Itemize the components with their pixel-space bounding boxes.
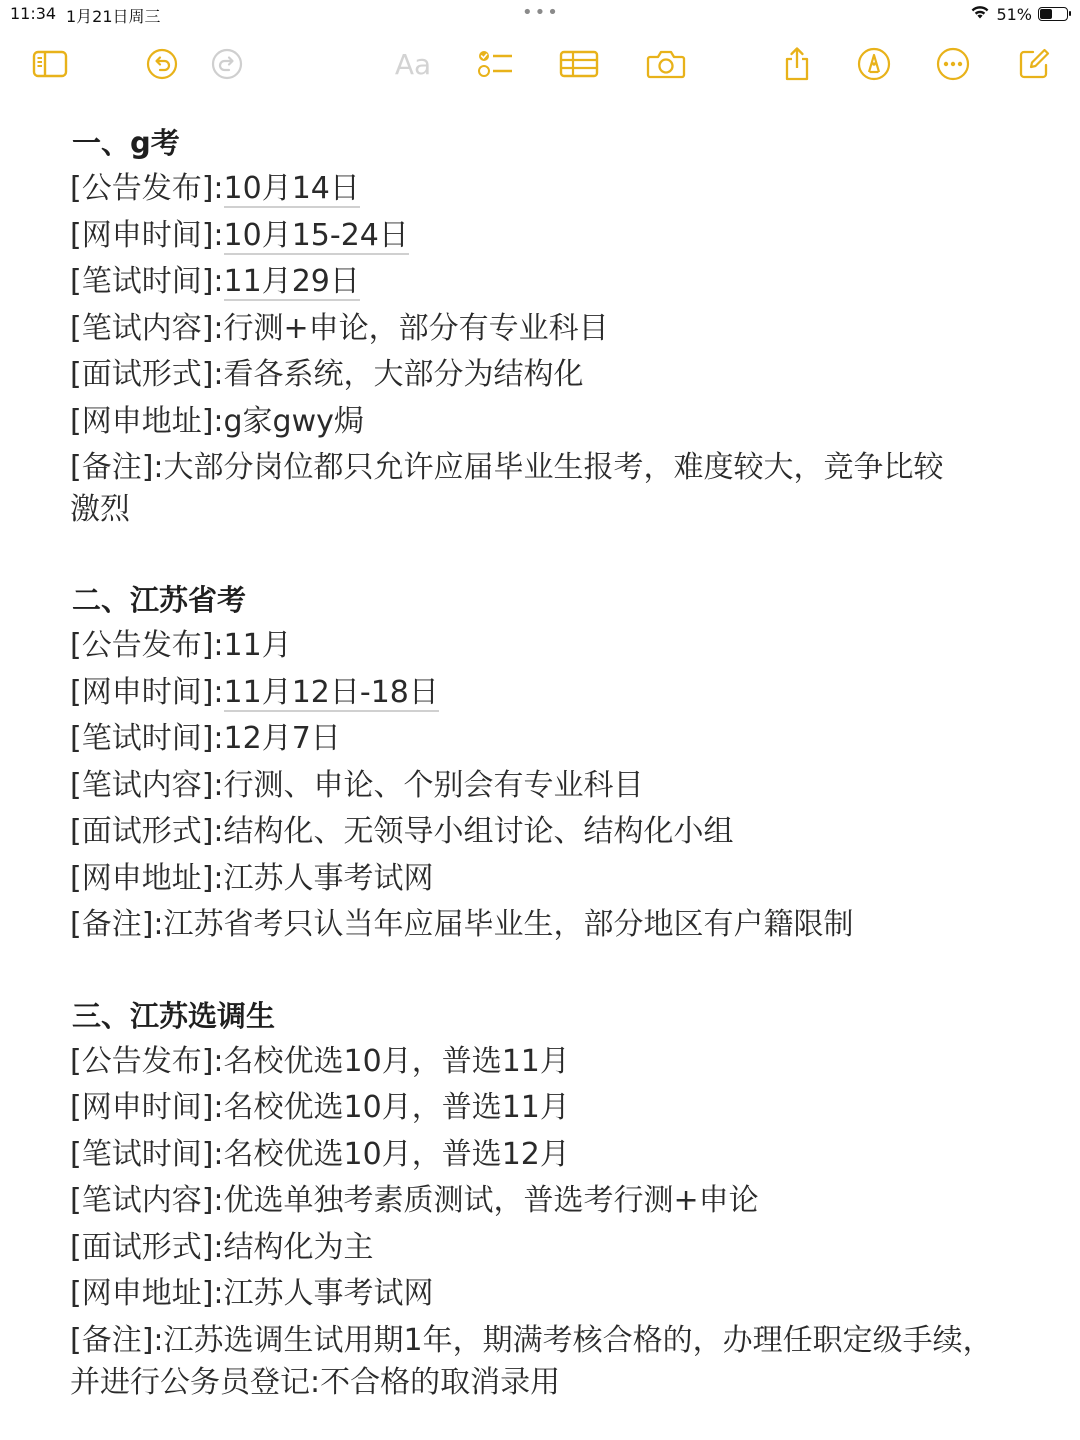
note-line <box>70 399 1010 446</box>
line-key: [面试形式]: <box>70 357 224 392</box>
status-time: 11:34 <box>10 4 57 23</box>
line-value: 结构化、无领导小组讨论、结构化小组 <box>223 814 734 849</box>
line-value: 江苏人事考试网 <box>223 860 434 896</box>
note-line <box>70 1085 1010 1132</box>
redo-icon <box>211 48 243 80</box>
note-line <box>70 352 1010 399</box>
undo-icon <box>146 48 178 80</box>
table-icon <box>559 49 599 79</box>
compose-icon <box>1017 47 1051 81</box>
line-value: 看各系统，大部分为结构化 <box>223 357 584 392</box>
undo-button[interactable] <box>138 40 186 88</box>
date-link[interactable]: 10月15-24日 <box>223 217 409 253</box>
line-value: 11月 <box>223 628 292 663</box>
note-line <box>70 670 1010 717</box>
section-jiangsu-provincial-exam <box>70 577 1010 949</box>
line-key: [网申地址]: <box>70 403 224 439</box>
line-key: [公告发布]: <box>70 171 224 206</box>
line-value: 江苏选调生试用期1年，期满考核合格的，办理任职定级手续，并进行公务员登记:不合格的取消录用 <box>70 1322 993 1400</box>
line-value: 名校优选10月，普选12月 <box>223 1136 570 1172</box>
date-link[interactable]: 11月29日 <box>223 264 360 299</box>
note-line <box>70 1225 1010 1272</box>
table-button[interactable] <box>555 40 603 88</box>
wifi-icon <box>970 4 990 24</box>
line-value: 名校优选10月，普选11月 <box>223 1090 570 1125</box>
compose-button[interactable] <box>1010 40 1058 88</box>
note-body[interactable] <box>70 120 1010 1406</box>
line-key: [笔试时间]: <box>70 264 224 299</box>
line-value: 行测、申论、个别会有专业科目 <box>223 767 644 803</box>
date-link[interactable]: 10月14日 <box>223 171 360 206</box>
checklist-icon <box>477 48 515 80</box>
status-bar <box>0 0 1080 28</box>
line-key: [备注]: <box>70 450 164 485</box>
note-line <box>70 716 1010 763</box>
line-key: [笔试内容]: <box>70 310 224 346</box>
camera-icon <box>646 48 686 80</box>
date-link[interactable]: 11月12日-18日 <box>223 674 439 710</box>
markup-icon <box>857 47 891 81</box>
line-key: [网申地址]: <box>70 860 224 896</box>
note-line <box>70 445 950 533</box>
line-key: [面试形式]: <box>70 1229 224 1265</box>
line-key: [笔试内容]: <box>70 1183 224 1218</box>
section-jiangsu-selected-graduates <box>70 993 1010 1406</box>
markup-button[interactable] <box>850 40 898 88</box>
sidebar-icon <box>32 49 68 79</box>
line-key: [备注]: <box>70 907 164 942</box>
checklist-button[interactable] <box>472 40 520 88</box>
battery-icon <box>1038 7 1068 21</box>
line-value: 12月7日 <box>223 721 341 756</box>
note-line <box>70 1039 1010 1086</box>
section-heading: 一、g考 <box>72 126 180 160</box>
note-line <box>70 166 1010 213</box>
line-value: 结构化为主 <box>223 1229 374 1265</box>
note-line <box>70 306 1010 353</box>
share-button[interactable] <box>773 40 821 88</box>
line-key: [网申时间]: <box>70 674 224 710</box>
camera-button[interactable] <box>642 40 690 88</box>
note-line <box>70 1271 1010 1318</box>
line-value: 江苏人事考试网 <box>223 1276 434 1311</box>
text-format-icon: Aa <box>394 47 432 81</box>
line-key: [笔试内容]: <box>70 767 224 803</box>
more-button[interactable] <box>929 40 977 88</box>
line-key: [笔试时间]: <box>70 721 224 756</box>
line-value: 江苏省考只认当年应届毕业生，部分地区有户籍限制 <box>163 907 854 942</box>
line-key: [笔试时间]: <box>70 1136 224 1172</box>
redo-button[interactable] <box>203 40 251 88</box>
line-value: 大部分岗位都只允许应届毕业生报考，难度较大，竞争比较激烈 <box>70 450 944 527</box>
line-key: [网申地址]: <box>70 1276 224 1311</box>
share-icon <box>782 46 812 82</box>
multitasking-dots-icon[interactable]: ••• <box>522 2 560 23</box>
note-line <box>70 1132 1010 1179</box>
battery-fill <box>1040 9 1052 19</box>
status-right <box>970 4 1068 24</box>
section-g-exam <box>70 120 1010 533</box>
note-line <box>70 856 1010 903</box>
line-key: [备注]: <box>70 1322 164 1358</box>
line-value: 优选单独考素质测试，普选考行测+申论 <box>223 1183 759 1218</box>
note-line <box>70 763 1010 810</box>
more-icon <box>936 47 970 81</box>
note-line <box>70 902 1010 949</box>
line-value: 名校优选10月，普选11月 <box>223 1043 570 1079</box>
line-value: g家gwy焗 <box>223 403 364 439</box>
section-heading: 二、江苏省考 <box>72 583 247 617</box>
notes-toolbar <box>0 40 1080 88</box>
line-key: [公告发布]: <box>70 628 224 663</box>
line-key: [网申时间]: <box>70 217 224 253</box>
sidebar-button[interactable] <box>26 40 74 88</box>
note-line <box>70 1178 1010 1225</box>
battery-percent: 51% <box>996 4 1032 24</box>
note-line <box>70 809 1010 856</box>
text-format-button[interactable] <box>389 40 437 88</box>
note-line <box>70 213 1010 260</box>
section-heading: 三、江苏选调生 <box>72 998 276 1033</box>
status-date: 1月21日周三 <box>66 7 161 26</box>
line-key: [面试形式]: <box>70 814 224 849</box>
note-line <box>70 623 1010 670</box>
line-key: [网申时间]: <box>70 1090 224 1125</box>
note-line <box>70 259 1010 306</box>
line-value: 行测+申论，部分有专业科目 <box>223 310 609 346</box>
note-line <box>70 1318 1000 1406</box>
line-key: [公告发布]: <box>70 1043 224 1079</box>
